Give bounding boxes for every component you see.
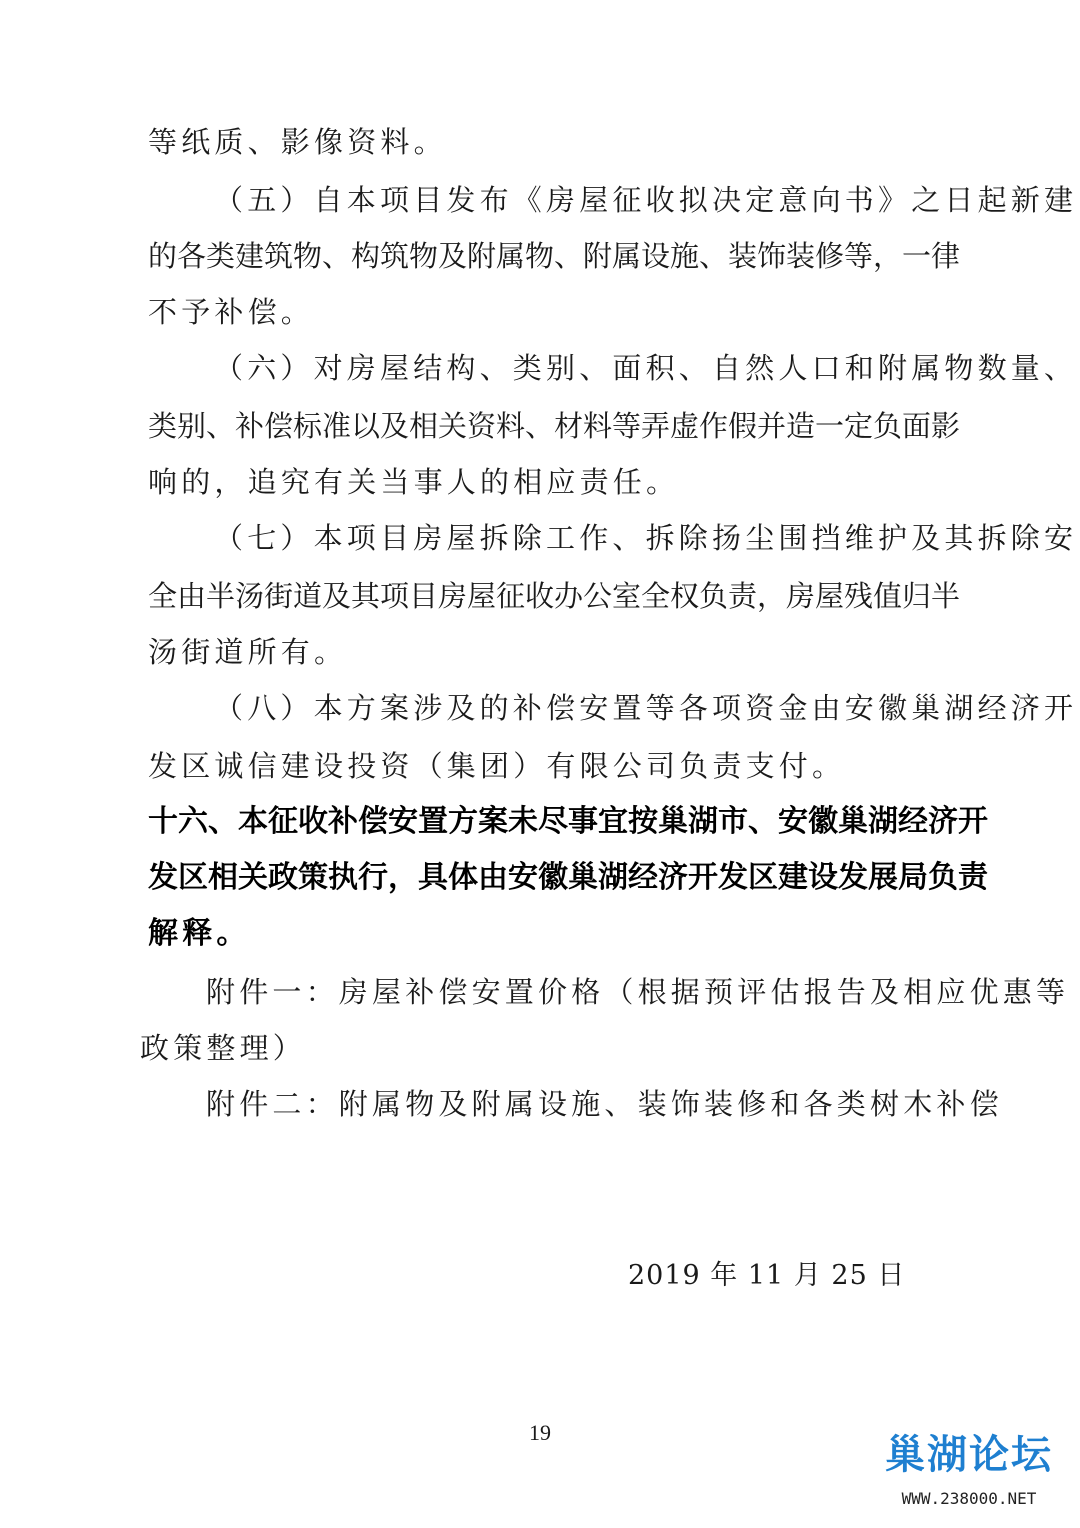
watermark-url: WWW.238000.NET	[901, 1489, 1037, 1508]
text-line: 响的，追究有关当事人的相应责任。	[148, 465, 680, 499]
text-line: 等纸质、影像资料。	[148, 125, 447, 159]
text-line: 发区诚信建设投资（集团）有限公司负责支付。	[148, 749, 846, 783]
watermark-title: 巢湖论坛	[885, 1432, 1053, 1478]
text-line: （七）本项目房屋拆除工作、拆除扬尘围挡维护及其拆除安	[214, 521, 1078, 555]
text-line: 汤街道所有。	[148, 635, 348, 669]
text-line: 不予补偿。	[148, 295, 315, 329]
forum-watermark	[876, 1430, 1062, 1522]
section-heading-line: 十六、本征收补偿安置方案未尽事宜按巢湖市、安徽巢湖经济开	[148, 804, 988, 839]
text-line: （五）自本项目发布《房屋征收拟决定意向书》之日起新建	[214, 183, 1078, 217]
text-line: （八）本方案涉及的补偿安置等各项资金由安徽巢湖经济开	[214, 691, 1078, 725]
text-line: （六）对房屋结构、类别、面积、自然人口和附属物数量、	[214, 351, 1078, 385]
text-line: 的各类建筑物、构筑物及附属物、附属设施、装饰装修等，一律	[148, 239, 961, 273]
section-heading-line: 解释。	[148, 916, 251, 951]
text-line: 全由半汤街道及其项目房屋征收办公室全权负责，房屋残值归半	[148, 579, 961, 613]
section-heading-line: 发区相关政策执行，具体由安徽巢湖经济开发区建设发展局负责	[148, 860, 988, 895]
attachment-line: 附件二：附属物及附属设施、装饰装修和各类树木补偿	[206, 1087, 1003, 1121]
page-number: 19	[529, 1420, 551, 1445]
document-date: 2019 年 11 月 25 日	[628, 1260, 906, 1291]
text-line: 类别、补偿标准以及相关资料、材料等弄虚作假并造一定负面影	[148, 409, 961, 443]
attachment-line: 政策整理）	[140, 1031, 307, 1065]
attachment-line: 附件一：房屋补偿安置价格（根据预评估报告及相应优惠等	[206, 975, 1070, 1009]
